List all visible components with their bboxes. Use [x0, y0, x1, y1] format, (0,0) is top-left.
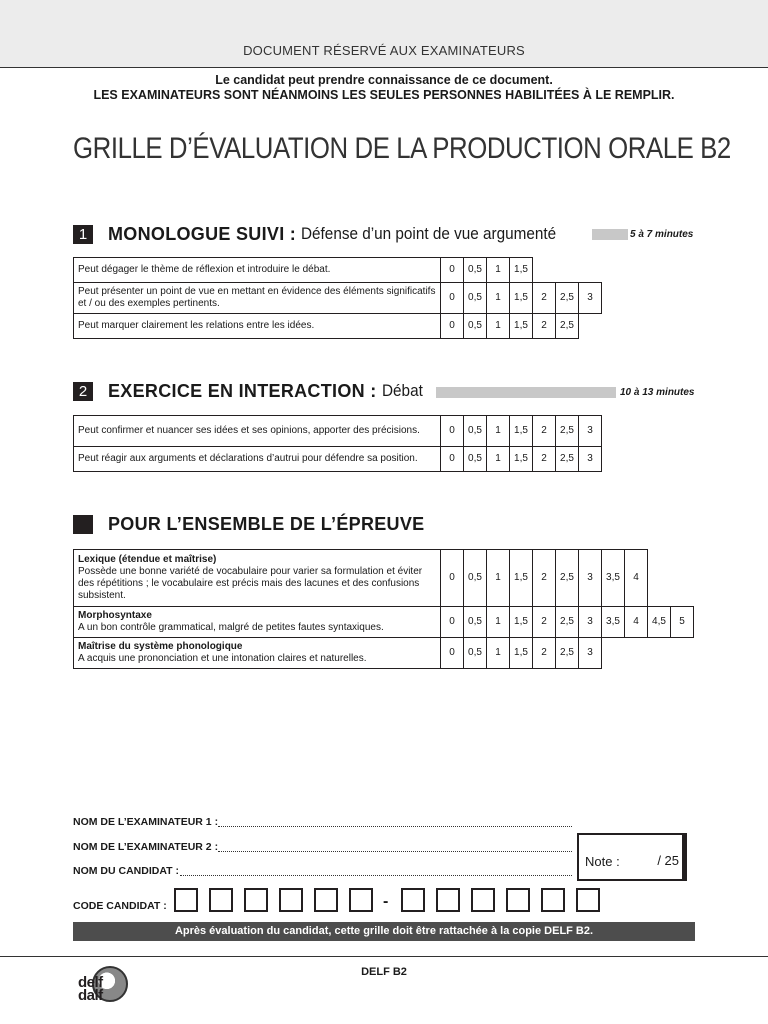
- code-box[interactable]: [314, 888, 338, 912]
- section-2-table: [73, 415, 602, 472]
- criterion-text: Possède une bonne variété de vocabulaire pour varier sa formulation et éviter des répétitions ; le vocabulaire est précis mais des lacunes et des confusions subsistent.: [78, 566, 423, 601]
- code-box[interactable]: [576, 888, 600, 912]
- score-cell[interactable]: 1: [487, 314, 510, 339]
- score-cell[interactable]: 3,5: [602, 550, 625, 607]
- score-cell[interactable]: 2: [533, 638, 556, 669]
- section-3-heading: [73, 513, 424, 535]
- score-cell[interactable]: 2,5: [556, 416, 579, 447]
- candidate-code-boxes-1[interactable]: [174, 888, 384, 912]
- delf-dalf-logo: [76, 962, 132, 1012]
- section-title: MONOLOGUE SUIVI :: [108, 223, 297, 244]
- code-box[interactable]: [244, 888, 268, 912]
- section-1-bar: [592, 229, 628, 240]
- section-title: EXERCICE EN INTERACTION :: [108, 380, 377, 401]
- score-cell[interactable]: 0,5: [464, 258, 487, 283]
- code-box[interactable]: [401, 888, 425, 912]
- page-title: GRILLE D’ÉVALUATION DE LA PRODUCTION ORALE B2: [73, 132, 731, 165]
- criterion-heading: Morphosyntaxe: [78, 610, 152, 621]
- score-cell[interactable]: 1: [487, 638, 510, 669]
- footer-label: DELF B2: [361, 966, 407, 978]
- score-cell[interactable]: 2,5: [556, 447, 579, 472]
- score-cell[interactable]: 4: [625, 550, 648, 607]
- score-cell[interactable]: 1,5: [510, 447, 533, 472]
- table-row: [74, 607, 694, 638]
- criterion-cell: [74, 447, 441, 472]
- score-cell[interactable]: 0,5: [464, 638, 487, 669]
- criterion-cell: [74, 550, 441, 607]
- table-row: [74, 416, 602, 447]
- score-cell[interactable]: 1: [487, 550, 510, 607]
- section-3-table: [73, 549, 694, 669]
- section-2-duration: 10 à 13 minutes: [620, 387, 695, 398]
- empty-cell: [648, 550, 671, 607]
- table-row: [74, 447, 602, 472]
- code-box[interactable]: [436, 888, 460, 912]
- score-cell[interactable]: 0: [441, 314, 464, 339]
- reserved-label: DOCUMENT RÉSERVÉ AUX EXAMINATEURS: [243, 43, 525, 58]
- score-cell[interactable]: 0: [441, 447, 464, 472]
- score-cell[interactable]: 1: [487, 416, 510, 447]
- criterion-cell: [74, 607, 441, 638]
- footer-divider: [0, 956, 768, 957]
- empty-cell: [602, 638, 625, 669]
- score-cell[interactable]: 0: [441, 283, 464, 314]
- logo-text: delf dalf: [78, 974, 103, 1004]
- section-number: 1: [73, 225, 93, 244]
- candidate-code-label: CODE CANDIDAT :: [73, 900, 167, 912]
- score-cell[interactable]: 3: [579, 447, 602, 472]
- empty-cell: [671, 550, 694, 607]
- score-cell[interactable]: 1: [487, 447, 510, 472]
- code-box[interactable]: [209, 888, 233, 912]
- empty-cell: [579, 314, 602, 339]
- score-cell[interactable]: 4,5: [648, 607, 671, 638]
- table-row: [74, 283, 602, 314]
- section-1-duration: 5 à 7 minutes: [630, 229, 694, 240]
- criterion-heading: Lexique (étendue et maîtrise): [78, 554, 217, 565]
- table-row: [74, 550, 694, 607]
- score-cell[interactable]: 3: [579, 607, 602, 638]
- instruction-band: Après évaluation du candidat, cette grille doit être rattachée à la copie DELF B2.: [73, 922, 695, 941]
- score-cell[interactable]: 4: [625, 607, 648, 638]
- empty-cell: [671, 638, 694, 669]
- criterion-text: A acquis une prononciation et une intonation claires et naturelles.: [78, 653, 367, 664]
- empty-cell: [579, 258, 602, 283]
- score-cell[interactable]: 3,5: [602, 607, 625, 638]
- score-cell[interactable]: 0,5: [464, 447, 487, 472]
- candidate-name-field[interactable]: [180, 875, 572, 876]
- section-subtitle: Débat: [381, 381, 423, 400]
- criterion-cell: [74, 283, 441, 314]
- score-cell[interactable]: 2,5: [556, 550, 579, 607]
- empty-cell: [648, 638, 671, 669]
- section-1-heading: [73, 223, 585, 245]
- empty-cell: [533, 258, 556, 283]
- section-square: [73, 515, 93, 534]
- code-box[interactable]: [174, 888, 198, 912]
- score-cell[interactable]: 2: [533, 416, 556, 447]
- score-cell[interactable]: 1,5: [510, 283, 533, 314]
- table-row: [74, 258, 602, 283]
- score-cell[interactable]: 3: [579, 416, 602, 447]
- score-cell[interactable]: 2: [533, 283, 556, 314]
- score-cell[interactable]: 0: [441, 550, 464, 607]
- criterion-heading: Maîtrise du système phonologique: [78, 641, 243, 652]
- score-cell[interactable]: 1: [487, 258, 510, 283]
- score-cell[interactable]: 3: [579, 638, 602, 669]
- score-cell[interactable]: 2: [533, 314, 556, 339]
- examiner-2-field[interactable]: [218, 851, 572, 852]
- empty-cell: [556, 258, 579, 283]
- note-box: [577, 833, 687, 881]
- score-cell[interactable]: 0: [441, 258, 464, 283]
- score-cell[interactable]: 1,5: [510, 314, 533, 339]
- score-cell[interactable]: 1,5: [510, 638, 533, 669]
- note-total: / 25: [657, 853, 679, 868]
- table-row: [74, 314, 602, 339]
- notice-line-2: LES EXAMINATEURS SONT NÉANMOINS LES SEULES PERSONNES HABILITÉES À LE REMPLIR.: [93, 88, 675, 102]
- examiner-1-field[interactable]: [218, 826, 572, 827]
- criterion-cell: [74, 638, 441, 669]
- score-cell[interactable]: 2,5: [556, 638, 579, 669]
- score-cell[interactable]: 3: [579, 550, 602, 607]
- score-cell[interactable]: 2: [533, 607, 556, 638]
- code-box[interactable]: [349, 888, 373, 912]
- criterion-text: Peut présenter un point de vue en mettant en évidence des éléments significatifs et / ou des exemples pertinents.: [78, 286, 436, 309]
- score-cell[interactable]: 2,5: [556, 314, 579, 339]
- examiner-2-label: NOM DE L’EXAMINATEUR 2 :: [73, 841, 219, 853]
- notice: [0, 73, 768, 103]
- section-title: POUR L’ENSEMBLE DE L’ÉPREUVE: [108, 513, 425, 534]
- header-band: [0, 0, 768, 68]
- candidate-code-boxes-2[interactable]: [401, 888, 611, 912]
- score-cell[interactable]: 2: [533, 447, 556, 472]
- score-cell[interactable]: 3: [579, 283, 602, 314]
- score-cell[interactable]: 1,5: [510, 550, 533, 607]
- examiner-1-label: NOM DE L’EXAMINATEUR 1 :: [73, 816, 219, 828]
- criterion-text: Peut réagir aux arguments et déclarations d’autrui pour défendre sa position.: [78, 453, 418, 464]
- section-2-bar: [436, 387, 616, 398]
- criterion-text: A un bon contrôle grammatical, malgré de petites fautes syntaxiques.: [78, 622, 384, 633]
- section-number: 2: [73, 382, 93, 401]
- score-cell[interactable]: 2: [533, 550, 556, 607]
- code-box[interactable]: [471, 888, 495, 912]
- score-cell[interactable]: 5: [671, 607, 694, 638]
- score-cell[interactable]: 1,5: [510, 607, 533, 638]
- score-cell[interactable]: 0,5: [464, 607, 487, 638]
- notice-line-1: Le candidat peut prendre connaissance de ce document.: [215, 73, 553, 87]
- score-cell[interactable]: 0,5: [464, 283, 487, 314]
- score-cell[interactable]: 2,5: [556, 283, 579, 314]
- table-row: [74, 638, 694, 669]
- score-cell[interactable]: 0: [441, 607, 464, 638]
- criterion-cell: [74, 416, 441, 447]
- score-cell[interactable]: 1: [487, 283, 510, 314]
- code-separator: -: [383, 893, 389, 910]
- criterion-text: Peut dégager le thème de réflexion et introduire le débat.: [78, 264, 331, 275]
- section-1-table: [73, 257, 602, 339]
- code-box[interactable]: [541, 888, 565, 912]
- criterion-cell: [74, 258, 441, 283]
- score-cell[interactable]: 0: [441, 416, 464, 447]
- section-subtitle: Défense d’un point de vue argumenté: [301, 224, 557, 243]
- empty-cell: [625, 638, 648, 669]
- score-cell[interactable]: 0,5: [464, 550, 487, 607]
- score-cell[interactable]: 2,5: [556, 607, 579, 638]
- score-cell[interactable]: 0: [441, 638, 464, 669]
- code-box[interactable]: [279, 888, 303, 912]
- criterion-text: Peut confirmer et nuancer ses idées et ses opinions, apporter des précisions.: [78, 425, 420, 436]
- score-cell[interactable]: 1,5: [510, 258, 533, 283]
- score-cell[interactable]: 1: [487, 607, 510, 638]
- score-cell[interactable]: 0,5: [464, 416, 487, 447]
- section-2-heading: [73, 380, 427, 402]
- score-cell[interactable]: 1,5: [510, 416, 533, 447]
- note-label: Note :: [585, 854, 620, 869]
- criterion-cell: [74, 314, 441, 339]
- score-cell[interactable]: 0,5: [464, 314, 487, 339]
- criterion-text: Peut marquer clairement les relations entre les idées.: [78, 320, 315, 331]
- candidate-name-label: NOM DU CANDIDAT :: [73, 865, 179, 877]
- code-box[interactable]: [506, 888, 530, 912]
